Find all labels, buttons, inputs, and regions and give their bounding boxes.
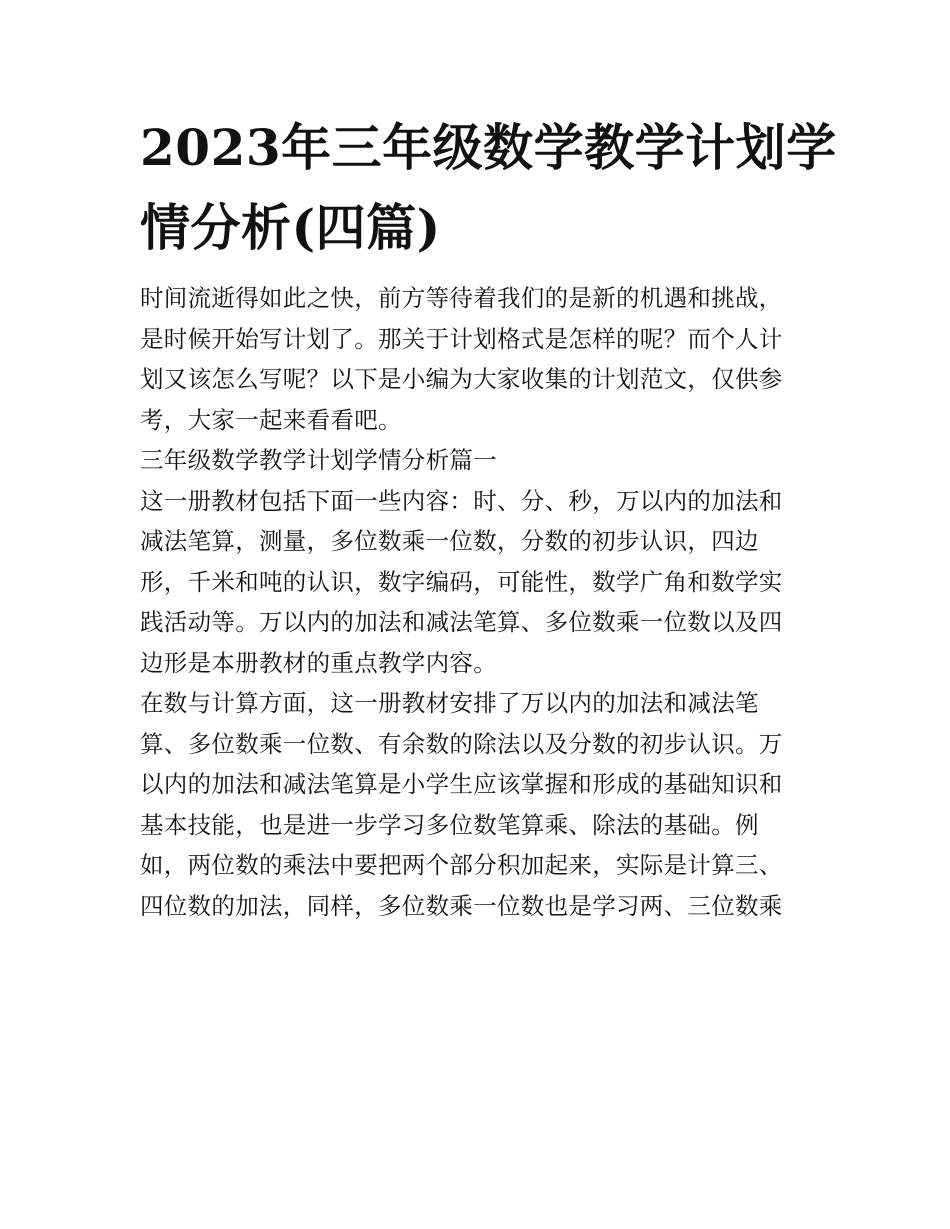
section-heading: 三年级数学教学计划学情分析篇一 [140,446,497,474]
paragraph-line: 减法笔算，测量，多位数乘一位数，分数的初步认识，四边 [140,527,759,555]
title-line-1: 2023年三年级数学教学计划学 [140,118,837,177]
paragraph-line: 基本技能，也是进一步学习多位数笔算乘、除法的基础。例 [140,810,759,839]
paragraph-line: 四位数的加法，同样，多位数乘一位数也是学习两、三位数乘 [140,891,783,920]
intro-line: 时间流逝得如此之快，前方等待着我们的是新的机遇和挑战， [140,284,783,312]
intro-line: 是时候开始写计划了。那关于计划格式是怎样的呢？而个人计 [140,324,783,353]
paragraph-line: 边形是本册教材的重点教学内容。 [140,648,497,677]
paragraph-line: 在数与计算方面，这一册教材安排了万以内的加法和减法笔 [140,689,759,717]
paragraph-line: 以内的加法和减法笔算是小学生应该掌握和形成的基础知识和 [140,770,783,798]
paragraph-line: 践活动等。万以内的加法和减法笔算、多位数乘一位数以及四 [140,608,783,636]
paragraph-line: 形，千米和吨的认识，数字编码，可能性，数学广角和数学实 [140,567,783,596]
paragraph-line: 算、多位数乘一位数、有余数的除法以及分数的初步认识。万 [140,729,783,758]
document-title [140,108,837,268]
intro-line: 划又该怎么写呢？以下是小编为大家收集的计划范文，仅供参 [140,365,783,393]
paragraph-line: 如，两位数的乘法中要把两个部分积加起来，实际是计算三、 [140,851,783,879]
title-line-2: 情分析(四篇) [140,198,441,257]
paragraph-line: 这一册教材包括下面一些内容：时、分、秒，万以内的加法和 [140,486,783,515]
document-body [140,278,812,926]
intro-line: 考，大家一起来看看吧。 [140,405,402,434]
